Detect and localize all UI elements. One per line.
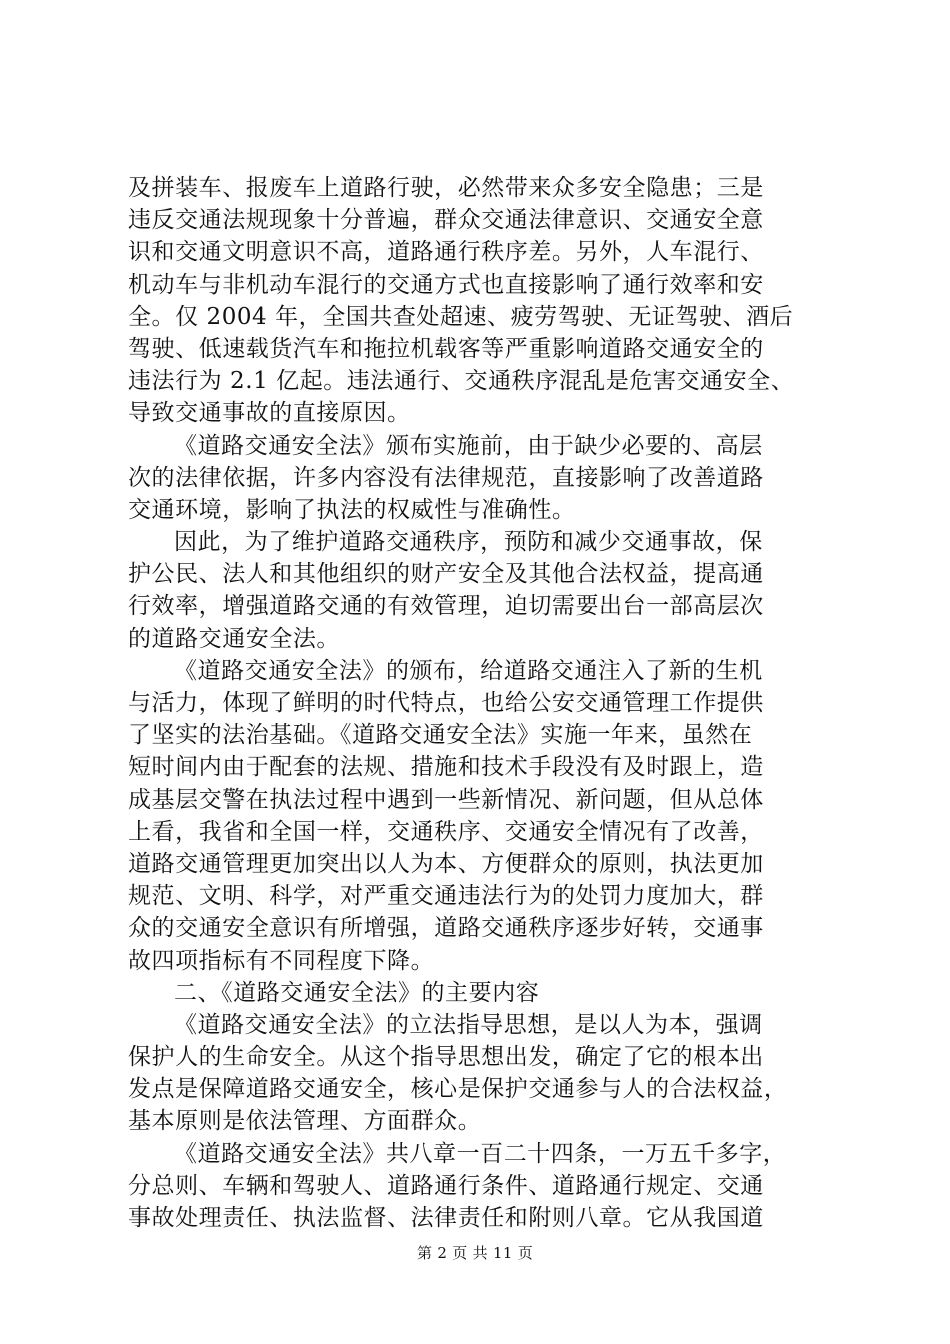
text-line: 违法行为 2.1 亿起。违法通行、交通秩序混乱是危害交通安全、 bbox=[128, 368, 795, 395]
page-footer: 第 2 页 共 11 页 bbox=[416, 1244, 534, 1262]
text-line: 故四项指标有不同程度下降。 bbox=[128, 947, 435, 974]
text-line: 次的法律依据，许多内容没有法律规范，直接影响了改善道路 bbox=[128, 464, 764, 491]
text-line: 基本原则是依法管理、方面群众。 bbox=[128, 1108, 482, 1135]
text-line: 识和交通文明意识不高，道路通行秩序差。另外，人车混行、 bbox=[128, 239, 764, 266]
text-line: 发点是保障道路交通安全，核心是保护交通参与人的合法权益， bbox=[128, 1076, 788, 1103]
text-line: 《道路交通安全法》共八章一百二十四条，一万五千多字， bbox=[174, 1140, 787, 1167]
text-line: 众的交通安全意识有所增强，道路交通秩序逐步好转，交通事 bbox=[128, 915, 764, 942]
text-line: 《道路交通安全法》的颁布，给道路交通注入了新的生机 bbox=[174, 657, 763, 684]
text-line: 违反交通法规现象十分普遍，群众交通法律意识、交通安全意 bbox=[128, 207, 764, 234]
text-line: 上看，我省和全国一样，交通秩序、交通安全情况有了改善， bbox=[128, 818, 764, 845]
text-line: 二、《道路交通安全法》的主要内容 bbox=[174, 979, 540, 1006]
text-line: 的道路交通安全法。 bbox=[128, 625, 340, 652]
text-line: 护公民、法人和其他组织的财产安全及其他合法权益，提高通 bbox=[128, 561, 764, 588]
text-line: 及拼装车、报废车上道路行驶，必然带来众多安全隐患；三是 bbox=[128, 175, 764, 201]
text-line: 短时间内由于配套的法规、措施和技术手段没有及时跟上，造 bbox=[128, 754, 764, 781]
text-line: 机动车与非机动车混行的交通方式也直接影响了通行效率和安 bbox=[128, 271, 764, 298]
text-line: 规范、文明、科学，对严重交通违法行为的处罚力度加大，群 bbox=[128, 883, 764, 910]
text-line: 《道路交通安全法》颁布实施前，由于缺少必要的、高层 bbox=[174, 432, 763, 459]
text-line: 成基层交警在执法过程中遇到一些新情况、新问题，但从总体 bbox=[128, 786, 764, 813]
text-line: 道路交通管理更加突出以人为本、方便群众的原则，执法更加 bbox=[128, 850, 764, 877]
text-line: 因此，为了维护道路交通秩序，预防和减少交通事故，保 bbox=[174, 529, 763, 556]
text-line: 《道路交通安全法》的立法指导思想，是以人为本，强调 bbox=[174, 1011, 763, 1038]
text-line: 导致交通事故的直接原因。 bbox=[128, 400, 411, 427]
text-line: 分总则、车辆和驾驶人、道路通行条件、道路通行规定、交通 bbox=[128, 1172, 764, 1199]
text-line: 行效率，增强道路交通的有效管理，迫切需要出台一部高层次 bbox=[128, 593, 764, 620]
text-line: 交通环境，影响了执法的权威性与准确性。 bbox=[128, 496, 576, 523]
text-line: 驾驶、低速载货汽车和拖拉机载客等严重影响道路交通安全的 bbox=[128, 335, 764, 362]
text-line: 保护人的生命安全。从这个指导思想出发，确定了它的根本出 bbox=[128, 1044, 764, 1071]
text-line: 全。仅 2004 年，全国共查处超速、疲劳驾驶、无证驾驶、酒后 bbox=[128, 303, 794, 330]
document-body bbox=[128, 172, 833, 1234]
text-line: 与活力，体现了鲜明的时代特点，也给公安交通管理工作提供 bbox=[128, 690, 764, 716]
text-line: 了坚实的法治基础。《道路交通安全法》实施一年来，虽然在 bbox=[128, 722, 753, 749]
text-line: 事故处理责任、执法监督、法律责任和附则八章。它从我国道 bbox=[128, 1205, 764, 1231]
